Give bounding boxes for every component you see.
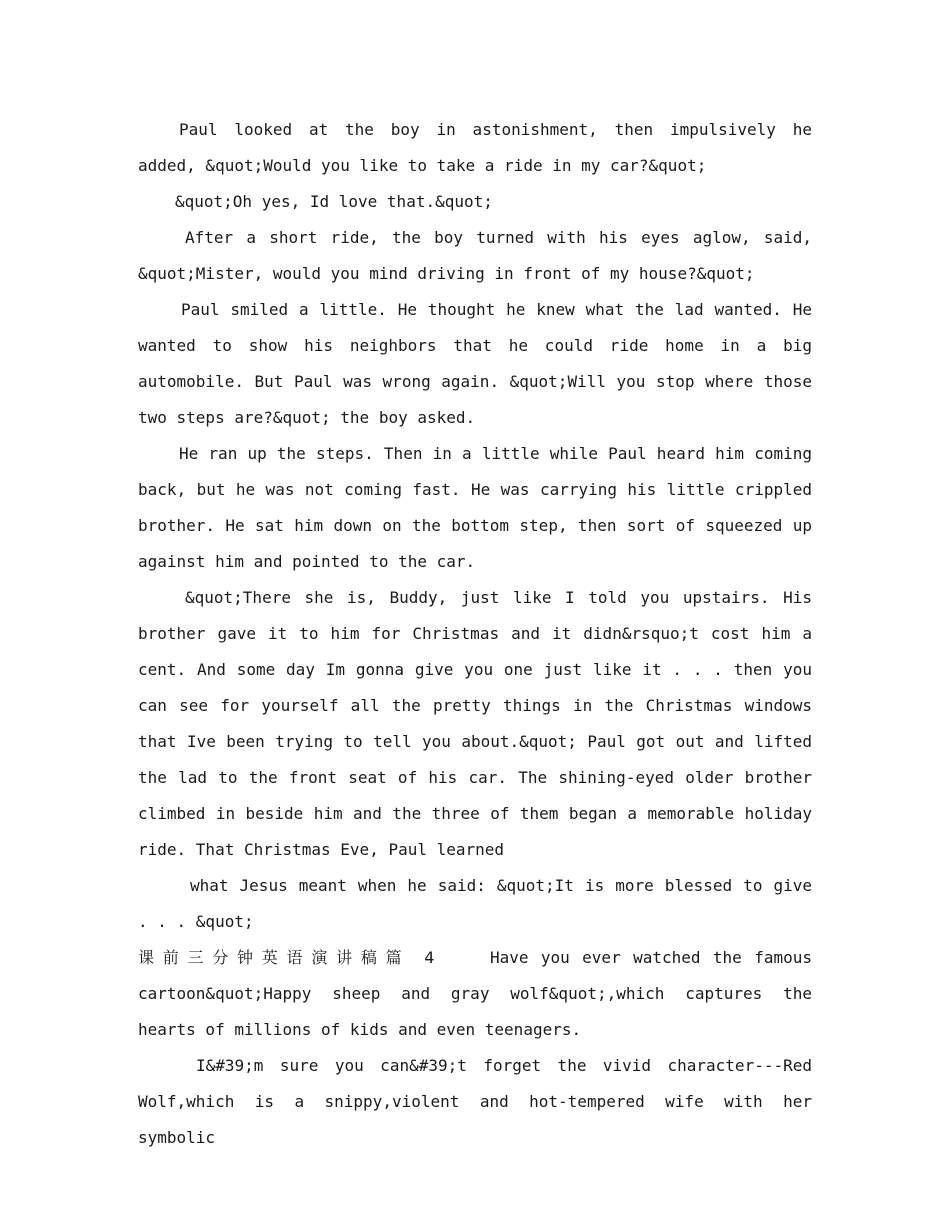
- paragraph: Paul looked at the boy in astonishment, then impulsively he added, &quot;Would you like to take a ride in my car?&quot;: [138, 120, 812, 175]
- paragraph: Paul smiled a little. He thought he knew what the lad wanted. He wanted to show his neighbors that he could ride home in a big automobile. But Paul was wrong again. &quot;Will you stop where those two steps are?&quot; the boy asked.: [138, 300, 812, 427]
- paragraph: &quot;Oh yes, Id love that.&quot;: [175, 192, 493, 211]
- section-heading: 课前三分钟英语演讲稿篇 4: [138, 948, 441, 967]
- paragraph: After a short ride, the boy turned with his eyes aglow, said, &quot;Mister, would you mind driving in front of my house?&quot;: [138, 228, 812, 283]
- paragraph: &quot;There she is, Buddy, just like I told you upstairs. His brother gave it to him for Christmas and it didn&rsquo;t cost him a cent. And some day Im gonna give you one just like it . . . then you can see for yourself all the pretty things in the Christmas windows that Ive been trying to tell you about.&quot; Paul got out and lifted the lad to the front seat of his car. The shining-eyed older brother climbed in beside him and the three of them began a memorable holiday ride. That Christmas Eve, Paul learned: [138, 588, 812, 859]
- section-paragraph: [138, 940, 812, 1048]
- paragraph: I&#39;m sure you can&#39;t forget the vivid character---Red Wolf,which is a snippy,violent and hot-tempered wife with her symbolic: [138, 1056, 812, 1147]
- paragraph: what Jesus meant when he said: &quot;It is more blessed to give . . . &quot;: [138, 876, 812, 931]
- section-text: Have you ever watched the famous cartoon&quot;Happy sheep and gray wolf&quot;,which captures the hearts of millions of kids and even teenagers.: [138, 948, 812, 1039]
- document-body: [138, 112, 812, 1156]
- paragraph: He ran up the steps. Then in a little while Paul heard him coming back, but he was not coming fast. He was carrying his little crippled brother. He sat him down on the bottom step, then sort of squeezed up against him and pointed to the car.: [138, 444, 812, 571]
